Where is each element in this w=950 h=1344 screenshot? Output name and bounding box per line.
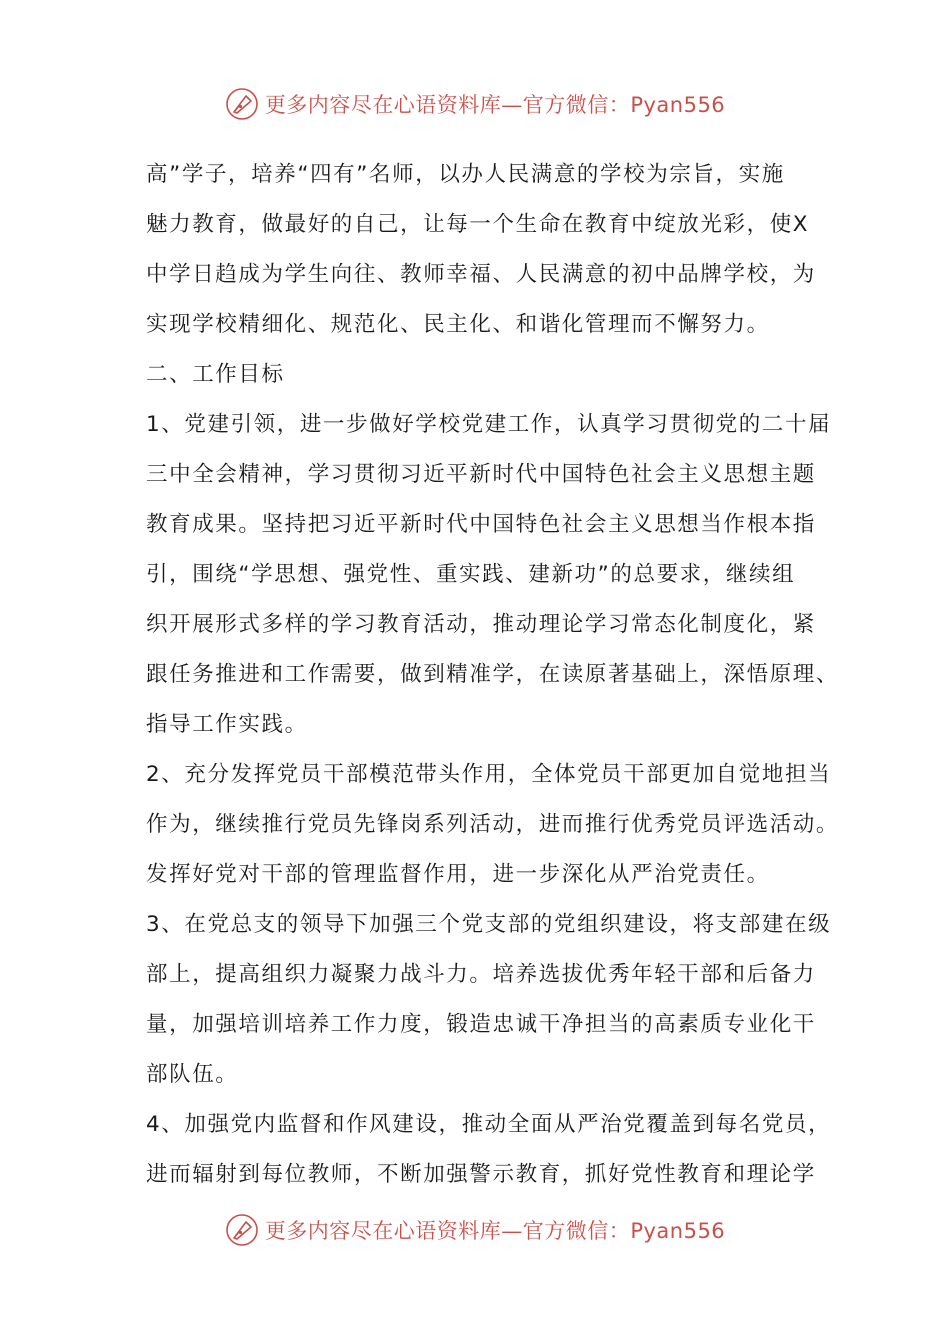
footer-watermark	[0, 1208, 950, 1252]
paragraph-line: 4、加强党内监督和作风建设，推动全面从严治党覆盖到每名党员，	[146, 1112, 832, 1137]
paragraph-line: 2、充分发挥党员干部模范带头作用，全体党员干部更加自觉地担当	[146, 762, 832, 787]
paragraph-line: 部上，提高组织力凝聚力战斗力。培养选拔优秀年轻干部和后备力	[146, 962, 816, 987]
paragraph-line: 高”学子，培养“四有”名师，以办人民满意的学校为宗旨，实施	[146, 162, 785, 187]
header-watermark	[0, 82, 950, 126]
paragraph-line: 1、党建引领，进一步做好学校党建工作，认真学习贯彻党的二十届	[146, 412, 832, 437]
paragraph-line: 实现学校精细化、规范化、民主化、和谐化管理而不懈努力。	[146, 312, 770, 337]
section-heading: 二、工作目标	[146, 362, 285, 387]
paragraph-line: 部队伍。	[146, 1062, 239, 1087]
paragraph-line: 魅力教育，做最好的自己，让每一个生命在教育中绽放光彩，使X	[146, 212, 810, 237]
watermark-text: 更多内容尽在心语资料库—官方微信：Pyan556	[264, 1219, 726, 1243]
wechat-id: Pyan556	[630, 93, 726, 117]
watermark-text: 更多内容尽在心语资料库—官方微信：Pyan556	[264, 93, 726, 117]
pen-nib-icon	[225, 87, 259, 121]
paragraph-line: 作为，继续推行党员先锋岗系列活动，进而推行优秀党员评选活动。	[146, 812, 840, 837]
pen-nib-icon	[225, 1213, 259, 1247]
paragraph-line: 三中全会精神，学习贯彻习近平新时代中国特色社会主义思想主题	[146, 462, 816, 487]
paragraph-line: 进而辐射到每位教师，不断加强警示教育，抓好党性教育和理论学	[146, 1162, 816, 1187]
paragraph-line: 引，围绕“学思想、强党性、重实践、建新功”的总要求，继续组	[146, 562, 796, 587]
paragraph-line: 织开展形式多样的学习教育活动，推动理论学习常态化制度化，紧	[146, 612, 816, 637]
paragraph-line: 教育成果。坚持把习近平新时代中国特色社会主义思想当作根本指	[146, 512, 816, 537]
paragraph-line: 中学日趋成为学生向往、教师幸福、人民满意的初中品牌学校，为	[146, 262, 816, 287]
document-body	[146, 150, 840, 1200]
wechat-id: Pyan556	[630, 1219, 726, 1243]
paragraph-line: 3、在党总支的领导下加强三个党支部的党组织建设，将支部建在级	[146, 912, 832, 937]
paragraph-line: 指导工作实践。	[146, 712, 308, 737]
paragraph-line: 发挥好党对干部的管理监督作用，进一步深化从严治党责任。	[146, 862, 770, 887]
paragraph-line: 跟任务推进和工作需要，做到精准学，在读原著基础上，深悟原理、	[146, 662, 840, 687]
paragraph-line: 量，加强培训培养工作力度，锻造忠诚干净担当的高素质专业化干	[146, 1012, 816, 1037]
